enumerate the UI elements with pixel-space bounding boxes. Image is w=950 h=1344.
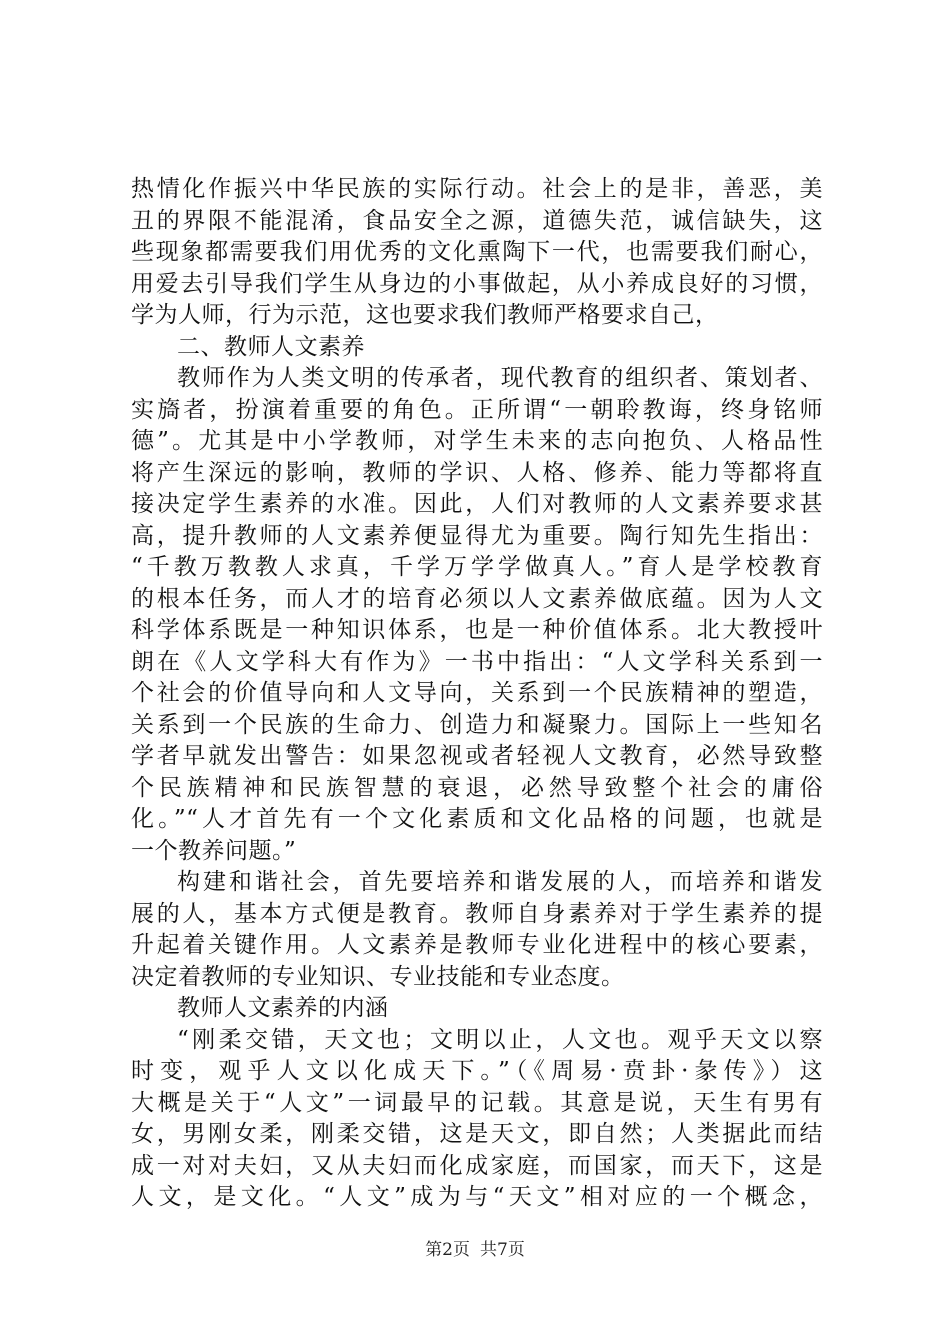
text-line: 个社会的价值导向和人文导向，关系到一个民族精神的塑造，	[131, 680, 823, 706]
text-line: 实旖者，扮演着重要的角色。正所谓“一朝聆教诲，终身铭师	[131, 396, 823, 423]
text-line: 女，男刚女柔，刚柔交错，这是天文，即自然；人类据此而结	[131, 1121, 823, 1147]
text-line: 大概是关于“人文”一词最早的记载。其意是说，天生有男有	[131, 1089, 823, 1116]
text-line: 教师人文素养的内涵	[177, 995, 389, 1021]
text-line: 高，提升教师的人文素养便显得尤为重要。陶行知先生指出：	[131, 522, 823, 549]
page-number-current: 第2页	[425, 1240, 470, 1260]
text-line: 二、教师人文素养	[177, 333, 365, 360]
text-line: 热情化作振兴中华民族的实际行动。社会上的是非，善恶，美	[131, 176, 823, 202]
text-line: 成一对对夫妇，又从夫妇而化成家庭，而国家，而天下，这是	[131, 1152, 823, 1179]
text-line: 的根本任务，而人才的培育必须以人文素养做底蕴。因为人文	[131, 585, 823, 612]
text-line: 些现象都需要我们用优秀的文化熏陶下一代，也需要我们耐心，	[131, 239, 823, 265]
text-line: 构建和谐社会，首先要培养和谐发展的人，而培养和谐发	[177, 869, 823, 895]
text-line: 一个教养问题。”	[131, 837, 297, 864]
text-line: 接决定学生素养的水准。因此，人们对教师的人文素养要求甚	[131, 491, 823, 517]
text-line: 关系到一个民族的生命力、创造力和凝聚力。国际上一些知名	[131, 711, 823, 738]
text-line: 学者早就发出警告：如果忽视或者轻视人文教育，必然导致整	[131, 743, 823, 769]
text-line: 教师作为人类文明的传承者，现代教育的组织者、策划者、	[177, 365, 823, 391]
text-line: 用爱去引导我们学生从身边的小事做起，从小养成良好的习惯，	[131, 270, 823, 297]
text-line: 化。”“人才首先有一个文化素质和文化品格的问题，也就是	[131, 806, 823, 832]
page-number-total: 共7页	[480, 1240, 525, 1260]
page-footer	[0, 1238, 950, 1262]
text-line: 德”。尤其是中小学教师，对学生未来的志向抱负、人格品性	[131, 428, 823, 454]
text-line: 将产生深远的影响，教师的学识、人格、修养、能力等都将直	[131, 459, 823, 486]
text-line: 朗在《人文学科大有作为》一书中指出：“人文学科关系到一	[131, 648, 823, 675]
text-line: 学为人师，行为示范，这也要求我们教师严格要求自己，	[131, 302, 719, 328]
text-line: “刚柔交错，天文也；文明以止，人文也。观乎天文以察	[177, 1026, 823, 1053]
text-line: 决定着教师的专业知识、专业技能和专业态度。	[131, 963, 625, 990]
text-line: 人文，是文化。“人文”成为与“天文”相对应的一个概念，	[131, 1184, 823, 1210]
text-line: 时变，观乎人文以化成天下。”（《周易·贲卦·彖传》）这	[131, 1058, 823, 1084]
text-line: 展的人，基本方式便是教育。教师自身素养对于学生素养的提	[131, 900, 823, 927]
text-line: 科学体系既是一种知识体系，也是一种价值体系。北大教授叶	[131, 617, 823, 643]
text-line: 丑的界限不能混淆，食品安全之源，道德失范，诚信缺失，这	[131, 207, 823, 234]
text-line: 个民族精神和民族智慧的衰退，必然导致整个社会的庸俗	[131, 774, 823, 801]
text-line: “千教万教教人求真，千学万学学做真人。”育人是学校教育	[131, 554, 823, 580]
body-text	[131, 174, 823, 1214]
text-line: 升起着关键作用。人文素养是教师专业化进程中的核心要素，	[131, 932, 823, 958]
